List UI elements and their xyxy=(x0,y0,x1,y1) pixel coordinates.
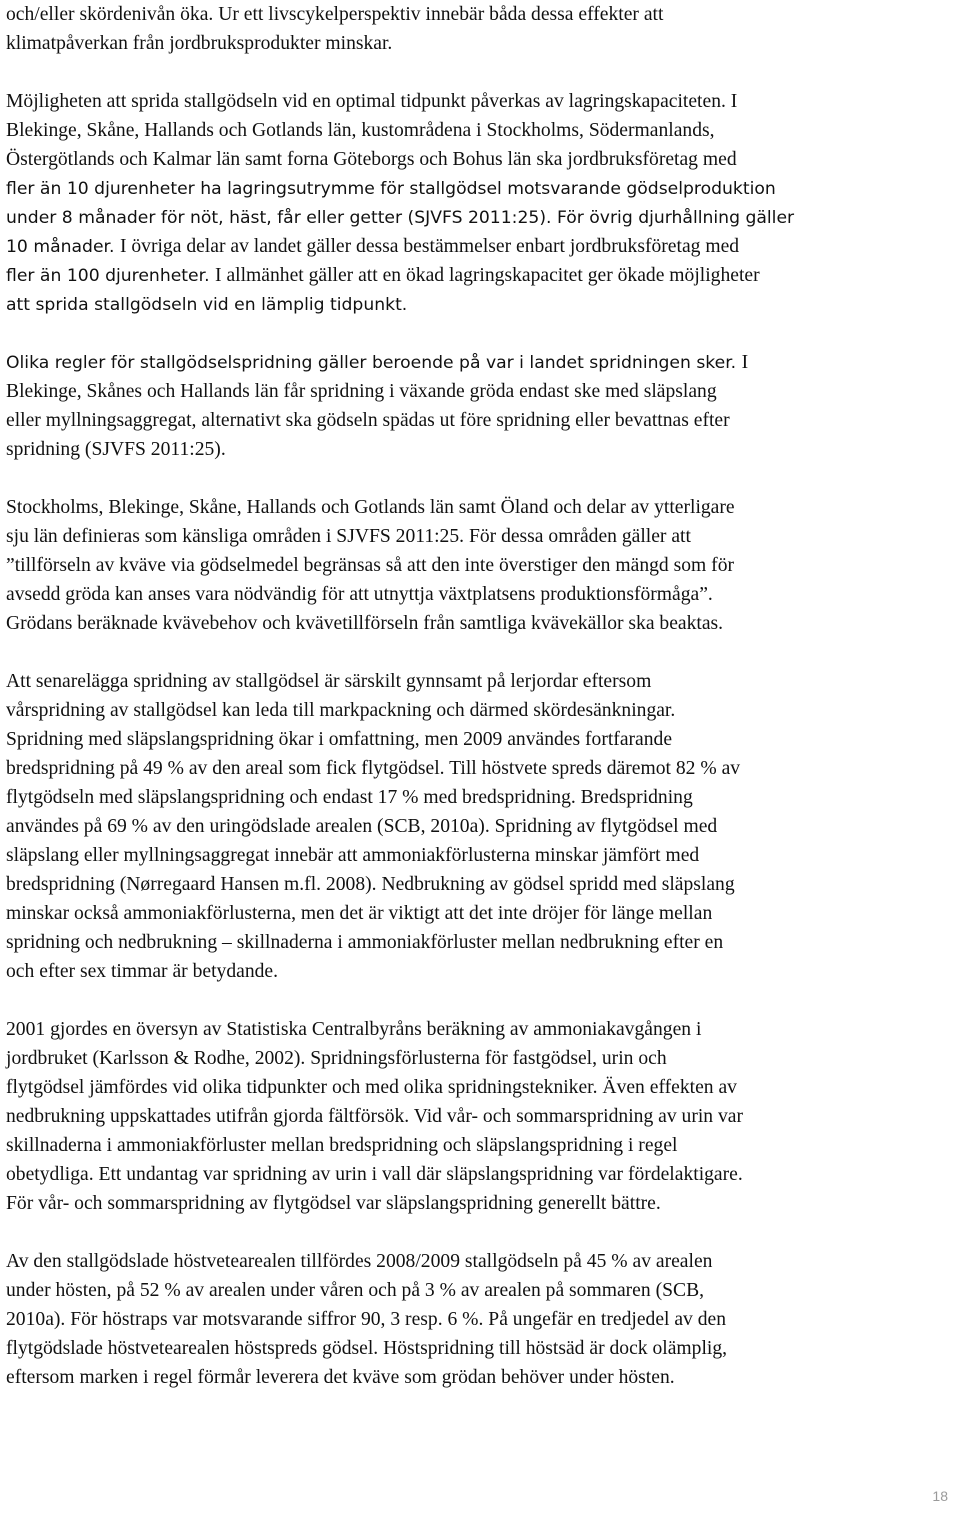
paragraph-gap xyxy=(6,58,956,87)
paragraph xyxy=(6,493,956,638)
text-segment: sju län definieras som känsliga områden i SJVFS 2011:25. För dessa områden gäller att xyxy=(6,526,691,547)
text-line xyxy=(6,1247,956,1276)
text-segment: eller myllningsaggregat, alternativt ska gödseln spädas ut före spridning eller bevattnas efter xyxy=(6,410,730,431)
text-line xyxy=(6,870,956,899)
text-line xyxy=(6,348,956,377)
document-page xyxy=(6,0,956,1504)
text-line xyxy=(6,1015,956,1044)
text-segment: bredspridning på 49 % av den areal som fick flytgödsel. Till höstvete spreds däremot 82 % av xyxy=(6,758,741,779)
paragraph xyxy=(6,348,956,464)
text-line xyxy=(6,1305,956,1334)
body-text xyxy=(6,0,956,1392)
text-line xyxy=(6,812,956,841)
text-segment: spridning och nedbrukning – skillnaderna i ammoniakförluster mellan nedbrukning efter en xyxy=(6,932,724,953)
text-line xyxy=(6,696,956,725)
paragraph xyxy=(6,87,956,319)
text-line xyxy=(6,0,956,29)
text-line xyxy=(6,116,956,145)
paragraph xyxy=(6,0,956,58)
text-segment: Att senarelägga spridning av stallgödsel är särskilt gynnsamt på lerjordar eftersom xyxy=(6,671,652,692)
text-line xyxy=(6,841,956,870)
text-line xyxy=(6,1189,956,1218)
paragraph-gap xyxy=(6,1218,956,1247)
text-segment: Grödans beräknade kvävebehov och kvävetillförseln från samtliga kvävekällor ska beaktas. xyxy=(6,613,724,634)
text-segment: Möjligheten att sprida stallgödseln vid en optimal tidpunkt påverkas av lagringskapaciteten. I xyxy=(6,91,738,112)
text-segment: klimatpåverkan från jordbruksprodukter minskar. xyxy=(6,33,393,54)
text-segment: Stockholms, Blekinge, Skåne, Hallands och Gotlands län samt Öland och delar av ytterligare xyxy=(6,497,735,518)
text-line xyxy=(6,667,956,696)
text-segment: avsedd gröda kan anses vara nödvändig för att utnyttja växtplatsens produktionsförmåga”. xyxy=(6,584,713,605)
text-line xyxy=(6,1044,956,1073)
text-segment: spridning (SJVFS 2011:25). xyxy=(6,439,226,460)
text-segment: användes på 69 % av den uringödslade arealen (SCB, 2010a). Spridning av flytgödsel med xyxy=(6,816,718,837)
text-line xyxy=(6,174,956,203)
text-line xyxy=(6,203,956,232)
text-line xyxy=(6,1334,956,1363)
text-line xyxy=(6,957,956,986)
paragraph-gap xyxy=(6,319,956,348)
paragraph-gap xyxy=(6,638,956,667)
text-segment: obetydliga. Ett undantag var spridning av urin i vall där släpslangspridning var fördelaktigare. xyxy=(6,1164,743,1185)
text-segment: fler än 10 djurenheter ha lagringsutrymme för stallgödsel motsvarande gödselproduktion xyxy=(6,179,776,199)
text-segment: nedbrukning uppskattades utifrån gjorda fältförsök. Vid vår- och sommarspridning av urin var xyxy=(6,1106,744,1127)
text-segment: och efter sex timmar är betydande. xyxy=(6,961,279,982)
text-line xyxy=(6,406,956,435)
text-segment: eftersom marken i regel förmår leverera det kväve som grödan behöver under hösten. xyxy=(6,1367,675,1388)
text-segment: I xyxy=(741,352,749,373)
text-segment: ”tillförseln av kväve via gödselmedel begränsas så att den inte överstiger den mängd som för xyxy=(6,555,735,576)
text-segment: Olika regler för stallgödselspridning gäller beroende på var i landet spridningen sker. xyxy=(6,353,742,373)
text-line xyxy=(6,899,956,928)
text-line xyxy=(6,87,956,116)
paragraph xyxy=(6,1015,956,1218)
text-segment: under 8 månader för nöt, häst, får eller getter (SJVFS 2011:25). För övrig djurhållning gäller xyxy=(6,208,795,228)
text-segment: Östergötlands och Kalmar län samt forna Göteborgs och Bohus län ska jordbruksföretag med xyxy=(6,149,737,170)
text-line xyxy=(6,1276,956,1305)
text-segment: I allmänhet gäller att en ökad lagringskapacitet ger ökade möjligheter xyxy=(215,265,760,286)
text-line xyxy=(6,493,956,522)
text-line xyxy=(6,1131,956,1160)
text-segment: bredspridning (Nørregaard Hansen m.fl. 2008). Nedbrukning av gödsel spridd med släpslang xyxy=(6,874,735,895)
text-segment: under hösten, på 52 % av arealen under våren och på 3 % av arealen på sommaren (SCB, xyxy=(6,1280,705,1301)
text-segment: flytgödslade höstvetearealen höstspreds gödsel. Höstspridning till höstsäd är dock olämplig, xyxy=(6,1338,728,1359)
text-line xyxy=(6,754,956,783)
text-line xyxy=(6,261,956,290)
text-segment: flytgödsel jämfördes vid olika tidpunkter och med olika spridningstekniker. Även effekten av xyxy=(6,1077,737,1098)
text-line xyxy=(6,1102,956,1131)
text-line xyxy=(6,783,956,812)
text-line xyxy=(6,377,956,406)
text-segment: att sprida stallgödseln vid en lämplig tidpunkt. xyxy=(6,295,408,315)
text-segment: Spridning med släpslangspridning ökar i omfattning, men 2009 användes fortfarande xyxy=(6,729,673,750)
text-segment: För vår- och sommarspridning av flytgödsel var släpslangspridning generellt bättre. xyxy=(6,1193,661,1214)
text-segment: vårspridning av stallgödsel kan leda till markpackning och därmed skördesänkningar. xyxy=(6,700,676,721)
paragraph-gap xyxy=(6,464,956,493)
text-line xyxy=(6,435,956,464)
text-line xyxy=(6,609,956,638)
text-line xyxy=(6,290,956,319)
text-line xyxy=(6,1073,956,1102)
paragraph xyxy=(6,667,956,986)
text-segment: 2001 gjordes en översyn av Statistiska Centralbyråns beräkning av ammoniakavgången i xyxy=(6,1019,702,1040)
text-line xyxy=(6,522,956,551)
page-number: 18 xyxy=(932,1488,948,1504)
text-segment: 2010a). För höstraps var motsvarande siffror 90, 3 resp. 6 %. På ungefär en tredjedel av den xyxy=(6,1309,727,1330)
text-line xyxy=(6,1160,956,1189)
text-line xyxy=(6,1363,956,1392)
paragraph-gap xyxy=(6,986,956,1015)
text-segment: jordbruket (Karlsson & Rodhe, 2002). Spridningsförlusterna för fastgödsel, urin och xyxy=(6,1048,667,1069)
text-segment: minskar också ammoniakförlusterna, men det är viktigt att det inte dröjer för länge mellan xyxy=(6,903,713,924)
paragraph xyxy=(6,1247,956,1392)
text-segment: och/eller skördenivån öka. Ur ett livscykelperspektiv innebär båda dessa effekter att xyxy=(6,4,664,25)
text-line xyxy=(6,580,956,609)
text-line xyxy=(6,232,956,261)
text-segment: Av den stallgödslade höstvetearealen tillfördes 2008/2009 stallgödseln på 45 % av arealen xyxy=(6,1251,713,1272)
text-line xyxy=(6,551,956,580)
text-segment: släpslang eller myllningsaggregat innebär att ammoniakförlusterna minskar jämfört med xyxy=(6,845,700,866)
text-segment: Blekinge, Skånes och Hallands län får spridning i växande gröda endast ske med släpslang xyxy=(6,381,717,402)
text-segment: I övriga delar av landet gäller dessa bestämmelser enbart jordbruksföretag med xyxy=(119,236,740,257)
text-segment: fler än 100 djurenheter. xyxy=(6,266,216,286)
text-segment: skillnaderna i ammoniakförluster mellan bredspridning och släpslangspridning i regel xyxy=(6,1135,678,1156)
text-segment: 10 månader. xyxy=(6,237,120,257)
text-line xyxy=(6,145,956,174)
text-segment: flytgödseln med släpslangspridning och endast 17 % med bredspridning. Bredspridning xyxy=(6,787,693,808)
text-segment: Blekinge, Skåne, Hallands och Gotlands län, kustområdena i Stockholms, Södermanlands, xyxy=(6,120,715,141)
text-line xyxy=(6,29,956,58)
text-line xyxy=(6,725,956,754)
text-line xyxy=(6,928,956,957)
